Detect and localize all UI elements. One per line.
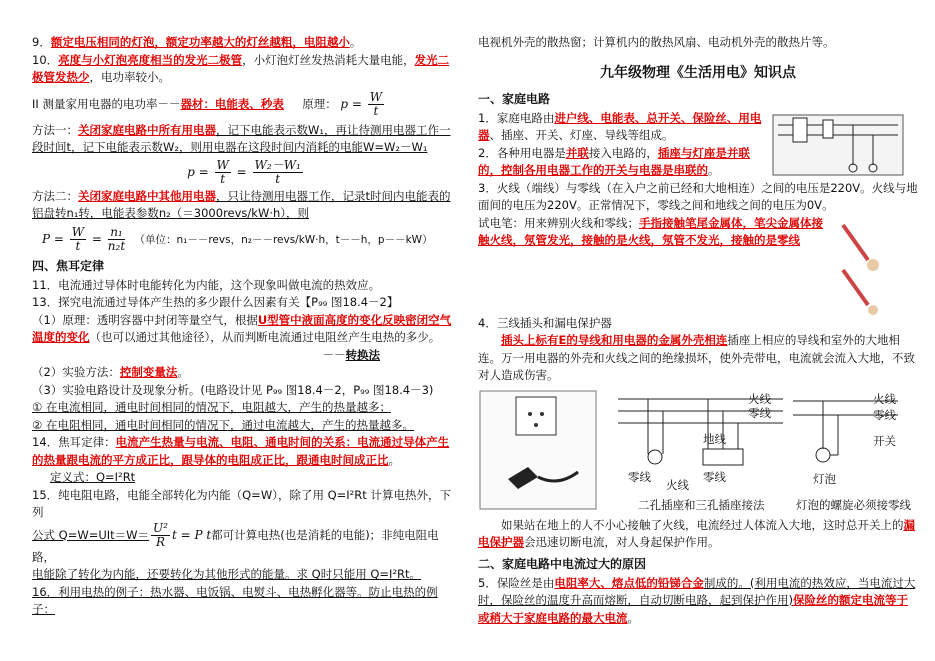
item-10: 10．亮度与小灯泡亮度相当的发光二极管，小灯泡灯丝发热消耗大量电能，发光二极管发热少，电功率较小。 [32,52,450,84]
highlight-text: 漏电保护器 [478,517,915,549]
heat-dissipation-examples: 电视机外壳的散热窗；计算机内的散热风扇、电动机外壳的散热片等。 [478,35,835,49]
section-home-circuit: 一、家庭电路 [478,91,551,106]
item-15: 15．纯电阻电路，电能全部转化为内能（Q=W），除了用 Q=I²Rt 计算电热外，下列 [32,487,451,519]
label-ground-wire: 地线 [703,431,726,446]
leakage-protector: 如果站在地上的人不小心接触了火线，电流经过人体流入大地，这时总开关上的漏电保护器会迅速切断电流，对人身起保护作用。 [478,517,915,549]
item-14: 14．焦耳定律：电流产生热量与电流、电阻、通电时间的关系：电流通过导体产生的热量跟电流的平方成正比，跟导体的电阻成正比，跟通电时间成正比。 [32,435,450,467]
highlight-text: 保险丝的额定电流等于或稍大于家庭电路的最大电流 [478,593,908,625]
highlight-text: 器材：电能表、秒表 [180,96,284,111]
left-column [32,34,460,619]
home-circuit-block [478,110,918,180]
item-13: 13．探究电流通过导体产生热的多少跟什么因素有关【P₉₉ 图18.4－2】 [32,295,399,309]
highlight-text: 控制变量法 [119,365,178,379]
page-title: 九年级物理《生活用电》知识点 [600,64,796,81]
socket-diagrams: 火线 零线 地线 零线 火线 零线 火线 零线 开关 灯泡 二孔插座和三孔插座接法 灯泡的螺旋必须接零线 [478,389,918,517]
conversion-method: －－转换法 [322,347,380,362]
conclusion-2: ② 在电阻相同，通电时间相同的情况下，通过电流越大，产生的热量越多。 [32,417,414,432]
highlight-text: 电阻率大、熔点低的铅锑合金 [554,575,704,590]
point-3: 3．火线（端线）与零线（在入户之前已经和大地相连）之间的电压是220V。火线与地面间的电压为220V。正常情况下，零线之间和地线之间的电压为0V。 [478,180,918,212]
label-neutral-wire: 零线 [748,405,771,420]
item-13-method: （2）实验方法：控制变量法。 [32,365,189,379]
plug-socket-figure [478,389,598,511]
method-one: 方法一：关闭家庭电路中所有用电器，记下电能表示数W₁，再让待测用电器工作一段时间t，记下电能表示数W₂，则用电器在这段时间内消耗的电能W=W₂－W₁ [32,122,451,154]
right-column [478,34,918,627]
item-11: 11．电流通过导体时电能转化为内能，这个现象叫做电流的热效应。 [32,277,381,292]
point-1: 1．家庭电路由进户线、电能表、总开关、保险丝、用电器、插座、开关、灯座、导线等组成。 [478,110,762,142]
highlight-text: 并联 [565,145,589,160]
highlight-text: 手指接触笔尾金属体，笔尖金属体接触火线，氖管发光，接触的是火线，氖管不发光，接触的是零线 [478,215,823,247]
highlight-text: 亮度与小灯泡亮度相当的发光二极管 [58,52,243,67]
section-overcurrent: 二、家庭电路中电流过大的原因 [478,556,647,571]
item-15-note: 电能除了转化为内能，还要转化为其他形式的能量。求 Q时只能用 Q=I²Rt。 [32,567,422,581]
point-5: 5．保险丝是由电阻率大、熔点低的铅锑合金制成的。(利用电流的热效应，当电流过大时，保险丝的温度升高而熔断，自动切断电路，起到保护作用)保险丝的额定电流等于或稍大于家庭电路的最大电流。 [478,575,916,625]
section-measure-power: II 测量家用电器的电功率－－器材：电能表、秒表 原理： p = $\frac{W}{t}$ [32,91,460,118]
item-13-circuit: （3）实验电路设计及现象分析。(电路设计见 P₉₉ 图18.4－2，P₉₉ 图18.4－3) [32,382,434,397]
highlight-text: 发光二极管发热少 [32,52,450,84]
test-pen-block [478,215,918,315]
point-4-detail: 插头上标有E的导线和用电器的金属外壳相连插座上相应的导线和室外的大地相连。万一用电器的外壳和火线之间的绝缘损坏，使外壳带电，电流就会流入大地，不致对人造成伤害。 [478,333,915,382]
point-2: 2．各种用电器是并联接入电路的，插座与灯座是并联的，控制各用电器工作的开关与电器是串联的。 [478,145,750,177]
highlight-text: 关闭家庭电路中所有用电器 [78,122,216,137]
highlight-text: 额定电压相同的灯泡，额定功率越大的灯丝越粗，电阻越小 [50,35,350,49]
label-bulb: 灯泡 [813,471,836,486]
highlight-text: 关闭家庭电路中其他用电器 [78,188,216,203]
conclusion-1: ① 在电流相同，通电时间相同的情况下，电阻越大，产生的热量越多； [32,400,391,414]
highlight-text: 进户线、电能表、总开关、保险丝、用电器 [478,110,762,142]
highlight-text: 插头上标有E的导线和用电器的金属外壳相连 [501,333,728,347]
highlight-text: 插座与灯座是并联的，控制各用电器工作的开关与电器是串联的 [478,145,750,177]
item-16: 16．利用电热的例子：热水器、电饭锅、电熨斗、电热孵化器等。防止电热的例子： [32,584,438,616]
point-4: 4．三线插头和漏电保护器 [478,315,612,330]
label-fire-wire: 火线 [748,391,771,406]
label-switch: 开关 [873,433,896,448]
item-9: 9．额定电压相同的灯泡，额定功率越大的灯丝越粗，电阻越小。 [32,35,362,49]
item-15-formula: 公式 Q=W=UIt＝W＝ $\frac{\text{U²}}{R}$ t = P t都可计算电热(也是消耗的电能)；非纯电阻电路， [32,520,439,564]
item-13-principle: （1）原理：透明容器中封闭等量空气，根据U型管中液面高度的变化反映密闭空气温度的变化（也可以通过其他途径），从而判断电流通过电阻丝产生电热的多少。 [32,312,452,344]
caption-socket-wiring: 二孔插座和三孔插座接法 [638,497,765,512]
test-pen-text: 试电笔：用来辨别火线和零线；手指接触笔尾金属体，笔尖金属体接触火线，氖管发光，接触的是火线，氖管不发光，接触的是零线 [478,215,823,247]
method-two: 方法二：关闭家庭电路中其他用电器，只让待测用电器工作，记录t时间内电能表的铝盘转n₁转，电能表参数n₂（＝3000revs/kW·h），则 [32,188,451,220]
highlight-text: U型管中液面高度的变化反映密闭空气温度的变化 [32,312,452,344]
test-pen-icon [823,215,893,315]
caption-bulb-wiring: 灯泡的螺旋必须接零线 [796,497,911,512]
method-one-formula: p = $\frac{W}{t}$ = $\frac{\text{W₂－W₁}}{t}$ [187,157,301,186]
home-wiring-diagram [763,110,913,180]
power-formula: p = $\frac{W}{t}$ [340,89,383,118]
section-joule-law: 四、焦耳定律 [32,258,105,273]
method-two-formula: P = $\frac{W}{t}$ = $\frac{\text{n₁}}{\text{n₂t}}$ （单位：n₁－－revs，n₂－－revs/kW·h，t－－h，p－－kW） [42,224,433,253]
highlight-text: 电流产生热量与电流、电阻、通电时间的关系：电流通过导体产生的热量跟电流的平方成正比，跟导体的电阻成正比，跟通电时间成正比 [32,435,450,467]
definition-formula: 定义式：Q=I²Rt [50,470,136,484]
